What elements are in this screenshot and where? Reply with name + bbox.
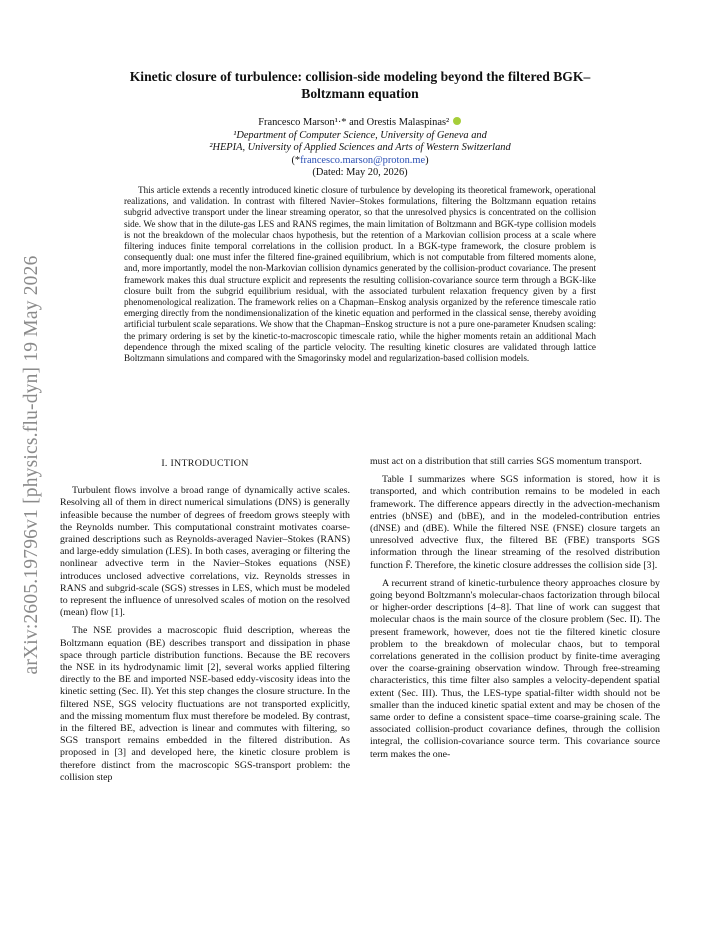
arxiv-identifier: arXiv:2605.19796v1 [physics.flu-dyn] 19 May 2026 (21, 255, 42, 675)
email-suffix: ) (425, 154, 429, 166)
date-line: (Dated: May 20, 2026) (312, 167, 408, 179)
author-names (100, 117, 620, 130)
author-block (100, 117, 620, 180)
paragraph: Turbulent flows involve a broad range of dynamically active scales. Resolving all of them in direct numerical simulations (DNS) is generally infeasible because the number of degrees of freedom grows steeply with the Reynolds number. This computational constraint motivates coarse-grained descriptions such as Reynolds-averaged Navier–Stokes (RANS) and large-eddy simulation (LES). In both cases, averaging or filtering the nonlinear advective term in the Navier–Stokes equations (NSE) introduces unclosed advective correlations, viz. Reynolds stresses in RANS and subgrid-scale (SGS) stresses in LES, which must be modeled to represent the influence of unresolved scales of motion on the resolved (mean) flow [1]. (60, 485, 350, 619)
paper-title: Kinetic closure of turbulence: collision-side modeling beyond the filtered BGK–Boltzmann equation (129, 69, 591, 101)
paragraph: must act on a distribution that still carries SGS momentum transport. (370, 456, 642, 467)
author-list: Francesco Marson¹·* and Orestis Malaspinas² (258, 117, 450, 128)
abstract: This article extends a recently introduced kinetic closure of turbulence by developing its theoretical framework, operational realizations, and validation. In contrast with filtered Navier–Stokes formulations, filtering the Boltzmann equation retains subgrid advective transport under the linear streaming operator, so that the unresolved physics is concentrated on the collision side. We show that in the dilute-gas LES and RANS regimes, the main limitation of Boltzmann and BGK-type collision models is not the breakdown of the molecular chaos hypothesis, but the retention of a Markovian collision process at a scale where filtering induces finite temporal correlations in the collision product. In a BGK-type framework, the closure problem is consequently dual: one must infer the filtered fine-grained equilibrium, which is not computable from filtered moments alone, and, more importantly, model the non-Markovian collision dynamics generated by the collision-product covariance. The present framework makes this dual structure explicit and represents the resulting collision-covariance source term through a BGK-like closure built from the subgrid equilibrium residual, with the associated turbulent relaxation frequency given by a first phenomenological realization. The framework relies on a Chapman–Enskog analysis organized by the reference timescale ratio emerging directly from the nondimensionalization of the kinetic equation and performed in the classical sense, thereby avoiding artificial turbulent scale separations. We show that the Chapman–Enskog structure is not a pure one-parameter Knudsen scaling: the primary ordering is set by the kinetic-to-macroscopic timescale ratio, while the higher moments retain an additional Mach dependence through the mixed scaling of the particle velocity. The resulting kinetic closures are validated through lattice Boltzmann simulations and compared with the Smagorinsky model and regularization-based collision models. (124, 185, 596, 364)
orcid-icon[interactable] (453, 117, 461, 125)
right-column (370, 456, 660, 767)
paragraph: A recurrent strand of kinetic-turbulence theory approaches closure by going beyond Boltzmann's molecular-chaos factorization through bilocal or higher-order descriptions [4–8]. That line of work can suggest that molecular chaos is the main source of the closure problem (Sec. II). The present framework, however, does not tie the filtered kinetic closure problem to the breakdown of molecular chaos, but to temporal correlations generated in the collision product by finite-time averaging over the coarse-graining observation window. Through free-streaming characteristics, this time filter also samples a velocity-dependent spatial extent (Sec. III). Thus, the LES-type spatial-filter width should not be smaller than the induced kinetic spatial extent and may be chosen of the same order to define a consistent space–time coarse-graining scale. The associated collision-product covariance defines, through the collision integral, the collision-covariance source term. This covariance source term makes the one- (370, 577, 660, 760)
paragraph: The NSE provides a macroscopic fluid description, whereas the Boltzmann equation (BE) describes transport and dissipation in phase space through particle distribution functions. Because the BE recovers the NSE in its hydrodynamic limit [2], several works applied filtering directly to the BE and imported NSE-based eddy-viscosity ideas into the kinetic setting (Sec. II). Yet this step changes the closure structure. In the filtered NSE, SGS velocity fluctuations are not transported explicitly, and the missing momentum flux must therefore be modeled. By contrast, in the filtered BE, advection is linear and commutes with filtering, so SGS transport remains embedded in the filtered distribution. As proposed in [3] and developed here, the kinetic closure problem is therefore distinct from the macroscopic SGS-transport problem: the collision step (60, 625, 350, 783)
email-line (100, 155, 620, 168)
email-prefix: (* (291, 154, 301, 166)
affiliation-2: ²HEPIA, University of Applied Sciences and Arts of Western Switzerland (209, 142, 511, 154)
email-link[interactable]: francesco.marson@proton.me (300, 154, 426, 166)
paragraph: Table I summarizes where SGS information is stored, how it is transported, and which contribution remains to be modeled in each framework. The difference appears directly in the advection-mechanism entries (bNSE) and (bBE), and in the modeled-contribution entries (dNSE) and (dBE). While the filtered NSE (FNSE) closure targets an unresolved advective flux, the filtered BE (FBE) transports SGS information through the linear streaming of the resolved distribution function F̄. Therefore, the kinetic closure addresses the collision side [3]. (370, 474, 660, 571)
left-column (60, 456, 350, 790)
arxiv-sidebar (10, 0, 50, 932)
section-heading: I. INTRODUCTION (161, 458, 249, 469)
affiliation-1: ¹Department of Computer Science, University of Geneva and (233, 129, 487, 141)
